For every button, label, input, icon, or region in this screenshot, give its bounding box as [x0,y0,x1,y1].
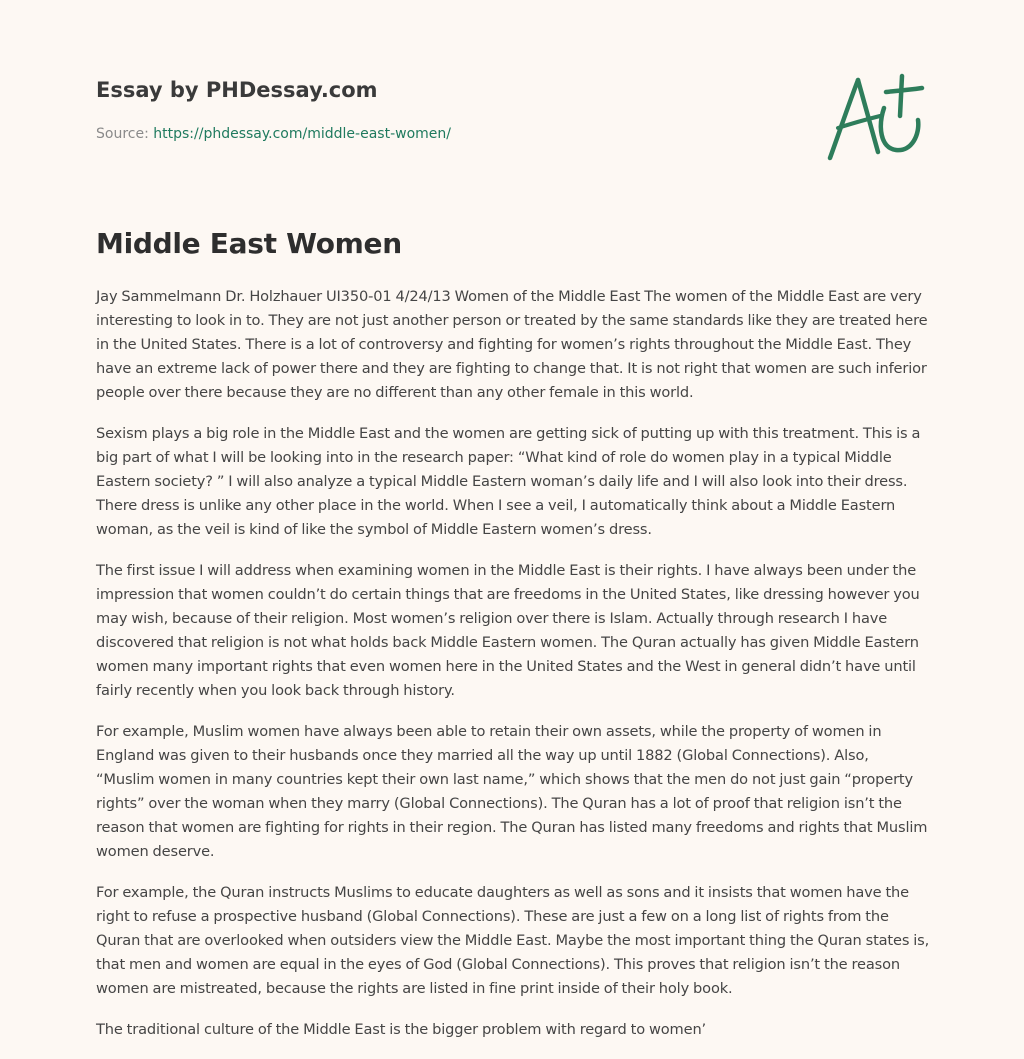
essay-paragraph: Jay Sammelmann Dr. Holzhauer UI350-01 4/24/13 Women of the Middle East The women of the Middle East are very interesting to look in to. They are not just another person or treated by the same standards like they are treated here in the United States. There is a lot of controversy and fighting for women’s rights throughout the Middle East. They have an extreme lack of power there and they are fighting to change that. It is not right that women are such inferior people over there because they are no different than any other female in this world. [96,288,928,401]
essay-paragraph: For example, Muslim women have always been able to retain their own assets, while the property of women in England was given to their husbands once they married all the way up until 1882 (Global Connections). Also, “Muslim women in many countries kept their own last name,” which shows that the men do not just gain “property rights” over the woman when they marry (Global Connections). The Quran has a lot of proof that religion isn’t the reason that women are fighting for rights in their region. The Quran has listed many freedoms and rights that Muslim women deserve. [96,723,928,860]
essay-paragraph: The first issue I will address when examining women in the Middle East is their rights. I have always been under the impression that women couldn’t do certain things that are freedoms in the United States, like dressing however you may wish, because of their religion. Most women’s religion over there is Islam. Actually through research I have discovered that religion is not what holds back Middle Eastern women. The Quran actually has given Middle Eastern women many important rights that even women here in the United States and the West in general didn’t have until fairly recently when you look back through history. [96,562,920,699]
essay-header [96,74,796,144]
source-link[interactable]: https://phdessay.com/middle-east-women/ [153,126,451,142]
essay-paragraph: For example, the Quran instructs Muslims to educate daughters as well as sons and it insists that women have the right to refuse a prospective husband (Global Connections). These are just a few on a long list of rights from the Quran that are overlooked when outsiders view the Middle East. Maybe the most important thing the Quran states is, that men and women are equal in the eyes of God (Global Connections). This proves that religion isn’t the reason women are mistreated, because the rights are listed in fine print inside of their holy book. [96,884,930,997]
brand-title: Essay by PHDessay.com [96,78,378,102]
a-plus-grade-icon [820,66,930,166]
essay-body [96,285,930,1059]
essay-title: Middle East Women [96,227,402,260]
source-line [96,124,796,144]
essay-paragraph: The traditional culture of the Middle East is the bigger problem with regard to women’ [96,1021,707,1038]
source-label: Source: [96,126,149,142]
essay-paragraph: Sexism plays a big role in the Middle East and the women are getting sick of putting up with this treatment. This is a big part of what I will be looking into in the research paper: “What kind of role do women play in a typical Middle Eastern society? ” I will also analyze a typical Middle Eastern woman’s daily life and I will also look into their dress. There dress is unlike any other place in the world. When I see a veil, I automatically think about a Middle Eastern woman, as the veil is kind of like the symbol of Middle Eastern women’s dress. [96,425,921,538]
